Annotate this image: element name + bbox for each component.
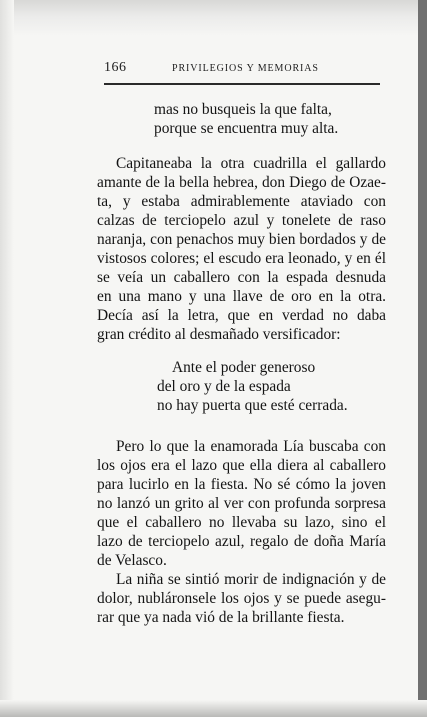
- paragraph-line: rar que ya nada vió de la brillante fiesta.: [97, 609, 345, 626]
- paragraph-line: ta, y estaba admirablemente ataviado con: [97, 193, 386, 210]
- verse-line: porque se encuentra muy alta.: [154, 120, 339, 137]
- paragraph-line: Decía así la letra, que en verdad no daba: [97, 307, 386, 324]
- page-number: 166: [104, 60, 127, 75]
- page-header: [104, 60, 380, 82]
- verse-line: Ante el poder generoso: [172, 359, 316, 376]
- page-edge-right: [418, 0, 427, 717]
- paragraph-line: Pero lo que la enamorada Lía buscaba con: [116, 438, 386, 455]
- paragraph-line: en una mano y una llave de oro en la otra.: [97, 288, 386, 305]
- paragraph-line: los ojos era el lazo que ella diera al caballero: [97, 457, 386, 474]
- paragraph-line: que el caballero no llevaba su lazo, sino el: [97, 514, 386, 531]
- paragraph-line: vistosos colores; el escudo era leonado, y en él: [97, 250, 386, 267]
- paragraph-line: se veía un caballero con la espada desnuda: [97, 269, 386, 286]
- paragraph-line: calzas de terciopelo azul y tonelete de raso: [97, 212, 386, 229]
- paragraph-line: gran crédito al desmañado versificador:: [97, 326, 341, 343]
- header-rule: [104, 83, 380, 85]
- paragraph-line: para lucirlo en la fiesta. No sé cómo la joven: [97, 476, 386, 493]
- paragraph-line: amante de la bella hebrea, don Diego de Ozae-: [97, 174, 386, 191]
- running-head: PRIVILEGIOS Y MEMORIAS: [172, 63, 319, 74]
- paragraph-line: naranja, con penachos muy bien bordados y de: [97, 231, 386, 248]
- verse-line: del oro y de la espada: [157, 378, 291, 395]
- verse-line: no hay puerta que esté cerrada.: [157, 397, 348, 414]
- paragraph-line: Capitaneaba la otra cuadrilla el gallardo: [116, 155, 386, 172]
- paragraph-line: de Velasco.: [97, 552, 167, 569]
- verse-line: mas no busqueis la que falta,: [154, 101, 332, 118]
- page-shadow-top: [0, 0, 427, 36]
- paragraph-line: lazo de terciopelo azul, regalo de doña María: [97, 533, 386, 550]
- page-shadow-bottom: [0, 700, 427, 717]
- paragraph-line: dolor, nubláronsele los ojos y se puede asegu-: [97, 590, 386, 607]
- page-shadow-left: [0, 0, 14, 717]
- paragraph-line: no lanzó un grito al ver con profunda sorpresa: [97, 495, 386, 512]
- paragraph-line: La niña se sintió morir de indignación y de: [116, 571, 386, 588]
